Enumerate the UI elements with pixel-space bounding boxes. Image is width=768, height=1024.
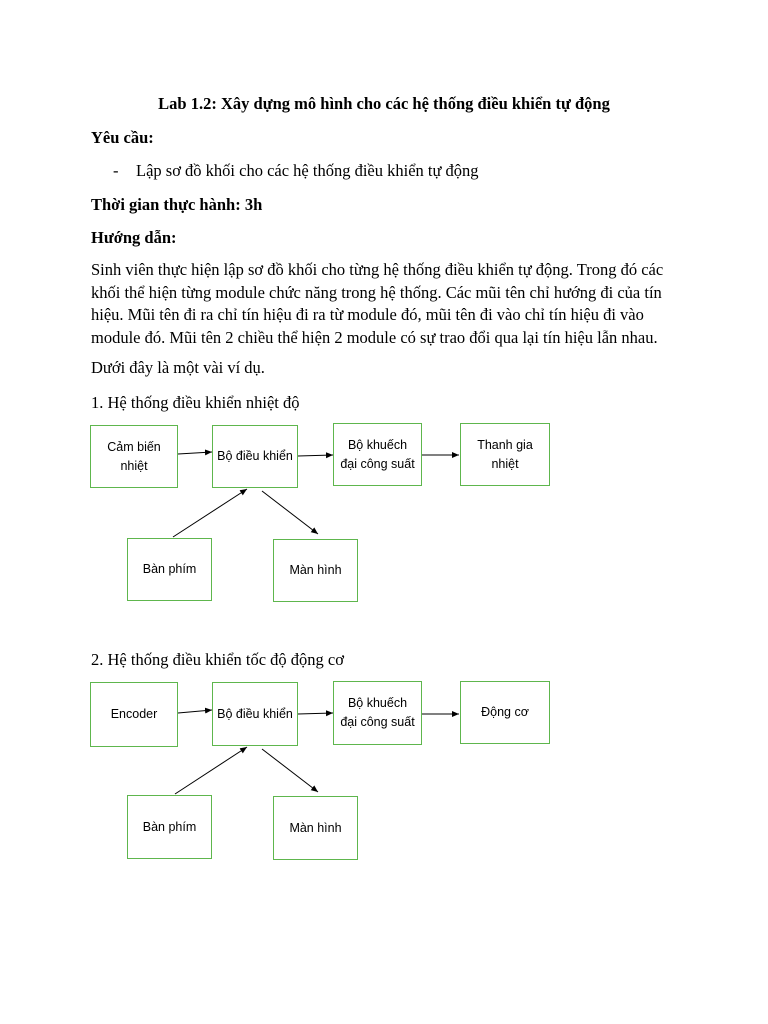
guide-line: khối thể hiện từng module chức năng trong hệ thống. Các mũi tên chỉ hướng đi của tín (91, 282, 662, 302)
page-title: Lab 1.2: Xây dựng mô hình cho các hệ thống điều khiển tự động (158, 94, 610, 113)
d1-arrow-keyboard-controller (173, 489, 247, 537)
diagram1-caption: 1. Hệ thống điều khiển nhiệt độ (91, 393, 300, 412)
guide-line: module đó. Mũi tên 2 chiều thể hiện 2 module có sự trao đổi qua lại tín hiệu lẫn nhau. (91, 327, 658, 347)
d2-arrow-keyboard-controller (175, 747, 247, 794)
d1-display-block: Màn hình (273, 539, 358, 602)
d1-arrow-controller-display (262, 491, 318, 534)
bullet-dash: - (113, 161, 119, 180)
d2-controller-block: Bộ điều khiển (212, 682, 298, 746)
d2-keyboard-block: Bàn phím (127, 795, 212, 859)
d2-arrow-controller-display (262, 749, 318, 792)
d1-sensor-block: Cảm biến nhiệt (90, 425, 178, 488)
d1-controller-block: Bộ điều khiển (212, 425, 298, 488)
d1-actuator-block: Thanh gia nhiệt (460, 423, 550, 486)
d2-actuator-block: Động cơ (460, 681, 550, 744)
requirements-heading: Yêu cầu: (91, 128, 154, 147)
time-heading: Thời gian thực hành: 3h (91, 195, 263, 214)
guide-heading: Hướng dẫn: (91, 228, 177, 247)
d1-arrow-controller-amplifier (298, 455, 333, 456)
d1-amplifier-block: Bộ khuếch đại công suất (333, 423, 422, 486)
d2-sensor-block: Encoder (90, 682, 178, 747)
d2-amplifier-block: Bộ khuếch đại công suất (333, 681, 422, 745)
guide-line: Sinh viên thực hiện lập sơ đồ khối cho từng hệ thống điều khiển tự động. Trong đó các (91, 260, 664, 279)
d2-arrow-controller-amplifier (298, 713, 333, 714)
d2-arrow-sensor-controller (178, 710, 212, 713)
examples-intro: Dưới đây là một vài ví dụ. (91, 358, 265, 377)
guide-line: hiệu. Mũi tên đi ra chỉ tín hiệu đi ra từ module đó, mũi tên đi vào chỉ tín hiệu đi vào (91, 305, 644, 324)
d1-keyboard-block: Bàn phím (127, 538, 212, 601)
d1-arrow-sensor-controller (178, 452, 212, 454)
requirement-item: Lập sơ đồ khối cho các hệ thống điều khiển tự động (136, 161, 479, 180)
d2-display-block: Màn hình (273, 796, 358, 860)
diagram2-caption: 2. Hệ thống điều khiển tốc độ động cơ (91, 650, 344, 669)
